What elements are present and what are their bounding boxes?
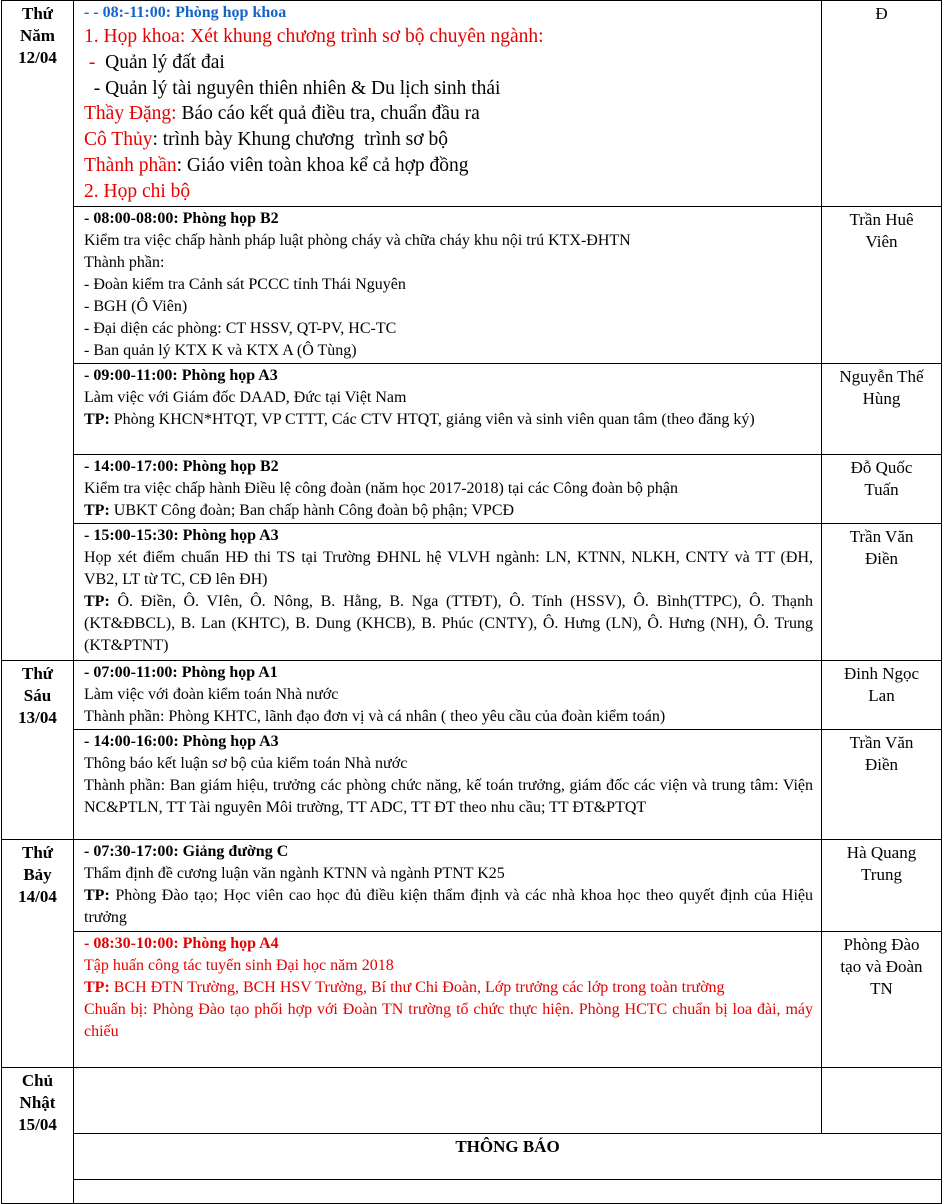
owner-name: Trần Văn: [849, 526, 914, 546]
owner-name: tạo và Đoàn: [840, 956, 923, 976]
event-row: [2, 1067, 942, 1133]
event-line: Làm việc với đoàn kiểm toán Nhà nước: [84, 685, 339, 703]
event-heading: - 15:00-15:30: Phòng họp A3: [84, 526, 279, 544]
event-line: Kiểm tra việc chấp hành pháp luật phòng cháy và chữa cháy khu nội trú KTX-ĐHTN: [84, 231, 631, 249]
owner-name: Đỗ Quốc: [850, 457, 913, 477]
event-line: Thông báo kết luận sơ bộ của kiểm toán Nhà nước: [84, 754, 408, 772]
event-line: 2. Họp chi bộ: [84, 180, 191, 202]
event-content: [74, 523, 822, 660]
day-label: Nhật: [19, 1092, 56, 1112]
event-line: Họp xét điểm chuẩn HĐ thi TS tại Trường ĐHNL hệ VLVH ngành: LN, KTNN, NLKH, CNTY và TT (ĐH, VB2, LT từ TC, CĐ lên ĐH): [84, 548, 813, 588]
day-label: Năm: [20, 26, 55, 45]
event-line: Quản lý đất đai: [105, 51, 225, 73]
event-heading: - 14:00-16:00: Phòng họp A3: [84, 732, 279, 750]
event-line: Phòng Đào tạo; Học viên cao học đủ điều kiện thẩm định và các nhà khoa học theo quyết định của Hiệu trưởng: [84, 886, 813, 926]
day-date: 15/04: [18, 1114, 57, 1134]
event-line: Làm việc với Giám đốc DAAD, Đức tại Việt Nam: [84, 388, 407, 406]
event-line: Ô. Điền, Ô. VIên, Ô. Nông, B. Hằng, B. Nga (TTĐT), Ô. Tính (HSSV), Ô. Bình(TTPC), Ô. Thạnh (KT&ĐBCL), B. Lan (KHTC), B. Dung (KHCB), B. Phúc (CNTY), Ô. Hưng (LN), Ô. Hưng (NH), Ô. Trung (KT&PTNT): [84, 592, 813, 654]
event-line: Chuẩn bị: Phòng Đào tạo phối hợp với Đoàn TN trường tổ chức thực hiện. Phòng HCTC chuẩn bị loa đài, máy chiếu: [84, 1000, 813, 1040]
owner-cell: [822, 363, 942, 454]
tp-label: TP:: [84, 592, 110, 610]
event-line: UBKT Công đoàn; Ban chấp hành Công đoàn bộ phận; VPCĐ: [109, 501, 515, 519]
notice-title: THÔNG BÁO: [74, 1133, 942, 1179]
event-row: [2, 660, 942, 729]
owner-name: Đinh Ngọc: [843, 663, 920, 683]
event-line: : trình bày Khung chương trình sơ bộ: [152, 129, 448, 151]
owner-name: Viên: [865, 231, 898, 251]
presenter-name: Cô Thủy: [84, 129, 153, 151]
presenter-name: Thầy Đặng:: [84, 103, 182, 125]
day-cell-friday: [2, 660, 74, 839]
event-line: BCH ĐTN Trường, BCH HSV Trường, Bí thư Chi Đoàn, Lớp trưởng các lớp trong toàn trường: [109, 978, 725, 996]
event-row: [2, 454, 942, 523]
event-row: [2, 839, 942, 931]
event-row: [2, 1, 942, 207]
owner-name: TN: [870, 978, 893, 998]
event-heading: - 14:00-17:00: Phòng họp B2: [84, 457, 279, 475]
event-line: 1. Họp khoa: Xét khung chương trình sơ bộ chuyên ngành:: [84, 26, 544, 47]
event-content: [74, 839, 822, 931]
owner-name: Lan: [868, 685, 895, 705]
event-row: [2, 523, 942, 660]
event-content: [74, 454, 822, 523]
notice-body-empty: [74, 1179, 942, 1203]
event-line: Thành phần: Ban giám hiệu, trưởng các phòng chức năng, kế toán trưởng, giám đốc các viện và trung tâm: Viện NC&PTLN, TT Tài nguyên Môi trường, TT ADC, TT ĐT theo nhu cầu; TT ĐT&PTQT: [84, 776, 813, 816]
owner-name: Phòng Đào: [843, 934, 920, 954]
day-cell-sunday: [2, 1067, 74, 1203]
day-date: 12/04: [18, 48, 57, 67]
owner-cell: [822, 729, 942, 839]
event-line: - BGH (Ô Viên): [84, 297, 188, 315]
day-label: Thứ: [22, 842, 53, 862]
event-heading: - 09:00-11:00: Phòng họp A3: [84, 366, 278, 384]
owner-cell: [822, 931, 942, 1067]
owner-name: Tuấn: [864, 479, 899, 499]
owner-name: Hà Quang: [846, 842, 917, 862]
owner-name: Đ: [875, 4, 888, 23]
owner-name: Điền: [864, 754, 899, 774]
tp-label: TP:: [84, 978, 110, 996]
notice-row: [2, 1133, 942, 1179]
event-line: Thành phần:: [84, 253, 165, 271]
schedule-table: [1, 0, 942, 1204]
owner-cell: [822, 206, 942, 363]
day-label: Thứ: [22, 663, 53, 683]
event-line: : Giáo viên toàn khoa kể cả hợp đồng: [176, 154, 469, 176]
event-line: Báo cáo kết quả điều tra, chuẩn đầu ra: [181, 103, 480, 125]
day-date: 13/04: [18, 707, 57, 727]
event-content-empty: [74, 1067, 822, 1133]
tp-label: TP:: [84, 501, 110, 519]
owner-cell: [822, 523, 942, 660]
tp-label: TP:: [84, 410, 110, 428]
event-content: [74, 931, 822, 1067]
event-heading: - - 08:-11:00: Phòng họp khoa: [84, 4, 287, 21]
event-line: Kiểm tra việc chấp hành Điều lệ công đoàn (năm học 2017-2018) tại các Công đoàn bộ phận: [84, 479, 679, 497]
event-row: [2, 729, 942, 839]
tp-label: TP:: [84, 886, 110, 904]
event-heading: - 07:30-17:00: Giảng đường C: [84, 842, 289, 860]
owner-name: Điền: [864, 548, 899, 568]
participants-label: Thành phần: [84, 154, 177, 176]
event-heading: - 07:00-11:00: Phòng họp A1: [84, 663, 278, 681]
owner-cell-empty: [822, 1067, 942, 1133]
event-heading: - 08:00-08:00: Phòng họp B2: [84, 209, 279, 227]
event-line: - Đại diện các phòng: CT HSSV, QT-PV, HC-TC: [84, 319, 397, 337]
day-cell-thursday: [2, 1, 74, 661]
owner-name: Nguyễn Thế: [839, 366, 924, 386]
owner-cell: [822, 1, 942, 207]
event-line: - Ban quản lý KTX K và KTX A (Ô Tùng): [84, 341, 357, 359]
event-content: [74, 660, 822, 729]
day-label: Chủ: [21, 1070, 54, 1090]
event-line: - Quản lý tài nguyên thiên nhiên & Du lịch sinh thái: [84, 77, 501, 99]
owner-name: Hùng: [862, 388, 901, 408]
day-cell-saturday: [2, 839, 74, 1067]
owner-name: Trần Văn: [849, 732, 914, 752]
event-heading: - 08:30-10:00: Phòng họp A4: [84, 934, 279, 952]
notice-body-row: [2, 1179, 942, 1203]
owner-cell: [822, 839, 942, 931]
event-content: [74, 206, 822, 363]
day-label: Sáu: [23, 685, 52, 705]
event-content: [74, 1, 822, 207]
owner-name: Trần Huê: [849, 209, 914, 229]
owner-cell: [822, 660, 942, 729]
event-line: Tập huấn công tác tuyển sinh Đại học năm 2018: [84, 956, 394, 974]
event-line: - Đoàn kiểm tra Cảnh sát PCCC tỉnh Thái Nguyên: [84, 275, 406, 293]
event-line: Thẩm định đề cương luận văn ngành KTNN và ngành PTNT K25: [84, 864, 505, 882]
event-row: [2, 206, 942, 363]
day-date: 14/04: [18, 886, 57, 906]
event-content: [74, 363, 822, 454]
event-row: [2, 931, 942, 1067]
day-label: Bảy: [23, 864, 52, 884]
bullet-dash: -: [84, 51, 106, 73]
event-content: [74, 729, 822, 839]
event-line: Thành phần: Phòng KHTC, lãnh đạo đơn vị và cá nhân ( theo yêu cầu của đoàn kiểm toán): [84, 707, 666, 725]
day-label: Thứ: [22, 4, 53, 23]
owner-cell: [822, 454, 942, 523]
owner-name: Trung: [861, 864, 902, 884]
event-row: [2, 363, 942, 454]
event-line: Phòng KHCN*HTQT, VP CTTT, Các CTV HTQT, giảng viên và sinh viên quan tâm (theo đăng ký): [109, 410, 755, 428]
